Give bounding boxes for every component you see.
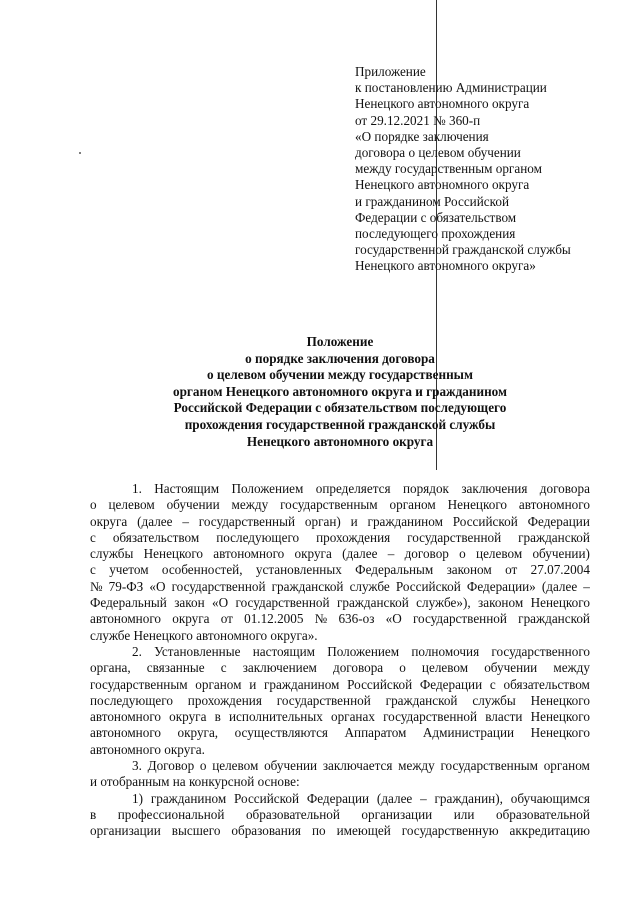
word: образования [231, 823, 301, 839]
word: Аппаратом [344, 725, 407, 741]
word: государственным [280, 497, 378, 513]
word: профессиональной [117, 806, 225, 822]
word: от [220, 611, 233, 627]
word: – [583, 578, 590, 594]
word: № [90, 578, 103, 594]
word: государственной [276, 692, 371, 708]
appendix-line: от 29.12.2021 № 360-п [355, 112, 481, 128]
body-line [90, 758, 590, 774]
word: гражданин), [434, 790, 503, 806]
word: Российской [234, 790, 300, 806]
body-line [90, 562, 590, 578]
word: договора [332, 660, 384, 676]
title-line: прохождения государственной гражданской службы [184, 416, 496, 432]
word: службе»), [416, 595, 471, 611]
word: 3. [132, 758, 142, 774]
title-line: Российской Федерации с обязательством последующего [173, 400, 507, 416]
word: законом [446, 562, 492, 578]
word: службы [472, 692, 516, 708]
word: органом [195, 676, 242, 692]
word: заключается [322, 758, 393, 774]
word: по [311, 823, 326, 839]
word: Администрации [422, 725, 515, 741]
word: Федерации» [466, 578, 536, 594]
title-line: Ненецкого автономного округа [246, 433, 434, 449]
word: порядок [402, 481, 449, 496]
word: гражданской [518, 529, 590, 545]
word: Ненецкого [447, 497, 507, 513]
word: службы [90, 546, 134, 562]
body-line [90, 709, 590, 725]
word: государственной [407, 529, 502, 545]
word: государственной [412, 611, 507, 627]
word: орган) [304, 513, 341, 529]
word: органом [543, 758, 590, 774]
word: настоящим [252, 643, 316, 659]
word: округа [169, 709, 207, 725]
word: государственного [491, 643, 590, 659]
word: Российской [452, 513, 518, 529]
word: гражданином [264, 676, 340, 692]
word: обязательством [112, 529, 200, 545]
word: Ненецкого [143, 546, 203, 562]
appendix-line: к постановлению Администрации [355, 80, 547, 96]
word: высшего [171, 823, 221, 839]
body-line [90, 791, 590, 807]
word: образовательной [495, 806, 590, 822]
appendix-line: между государственным органом [355, 161, 542, 177]
word: гражданином [367, 513, 443, 529]
word: целевом [212, 758, 259, 774]
word: целевом [421, 660, 469, 676]
word: организации [90, 823, 161, 839]
word: Российской [347, 676, 413, 692]
word: автономного [90, 709, 162, 725]
word: и [249, 676, 257, 692]
appendix-line: Федерации с обязательством [355, 209, 517, 225]
appendix-line: последующего прохождения [355, 226, 516, 242]
word: – [420, 790, 427, 806]
word: Установленные [154, 643, 241, 659]
word: особенностей, [161, 562, 243, 578]
title-line: о целевом обучении между государственным [207, 367, 473, 383]
word: – [387, 546, 395, 562]
word: о [90, 497, 97, 513]
word: власти [485, 709, 523, 725]
word: гражданской [336, 595, 409, 611]
word: договор [404, 546, 449, 562]
word: Федерации [306, 790, 370, 806]
word: Положением [231, 481, 304, 496]
word: органом [389, 497, 436, 513]
word: между [553, 660, 590, 676]
body-line [90, 546, 590, 562]
word: (далее [342, 546, 378, 562]
body-line [90, 823, 590, 839]
word: «О [212, 595, 229, 611]
word: 1. [132, 481, 142, 496]
word: о [199, 758, 207, 774]
word: с [90, 562, 96, 578]
word: Ненецкого [530, 709, 590, 725]
body-line [90, 481, 590, 497]
word: договора [539, 481, 590, 496]
word: связанные [146, 660, 205, 676]
word: гражданином [150, 790, 227, 806]
word: обучении) [532, 546, 590, 562]
appendix-line: Приложение [355, 64, 426, 79]
word: государственной [171, 578, 266, 594]
word: гражданской [385, 692, 458, 708]
word: исполнительных [229, 709, 323, 725]
word: Настоящим [154, 481, 220, 496]
body-line [90, 693, 590, 709]
word: Федеральным [355, 562, 434, 578]
word: с [90, 529, 96, 545]
title-line: о порядке заключения договора [245, 350, 435, 366]
word: между [231, 497, 269, 513]
word: в [214, 709, 221, 725]
document-body [90, 481, 590, 840]
word: 636-оз [338, 611, 375, 627]
word: с [220, 660, 227, 676]
word: последующего [90, 692, 173, 708]
word: обучении [264, 758, 318, 774]
appendix-line: Ненецкого автономного округа» [355, 258, 536, 274]
word: гражданской [271, 578, 344, 594]
body-line: и отобранным на конкурсной основе: [90, 774, 300, 790]
word: (далее [376, 790, 413, 806]
word: от [505, 562, 518, 578]
appendix-line: договора о целевом обучении [355, 145, 521, 161]
word: целевом [476, 546, 523, 562]
word: в [90, 806, 97, 822]
word: заключения [461, 481, 528, 496]
body-line [90, 644, 590, 660]
word: № [314, 611, 328, 627]
word: округа, [177, 725, 219, 741]
word: государственный [198, 513, 296, 529]
appendix-line: Ненецкого автономного округа [355, 96, 530, 112]
word: – [182, 513, 189, 529]
word: автономного [90, 611, 162, 627]
word: или [453, 806, 475, 822]
word: законом [478, 595, 524, 611]
word: Российской [395, 578, 461, 594]
word: автономного [90, 725, 162, 741]
word: «О [149, 578, 166, 594]
word: Положением [327, 643, 400, 659]
body-line: службе Ненецкого автономного округа». [90, 627, 318, 643]
word: 01.12.2005 [244, 611, 304, 627]
word: округа [294, 546, 332, 562]
word: 2. [132, 643, 142, 659]
word: установленных [255, 562, 342, 578]
word: имеющей [336, 823, 391, 839]
word: полномочия [411, 643, 480, 659]
word: государственной [383, 709, 478, 725]
body-line [90, 725, 590, 741]
scan-speck [79, 152, 81, 154]
word: целевом [108, 497, 155, 513]
word: обучении [166, 497, 220, 513]
body-line [90, 514, 590, 530]
word: определяется [315, 481, 391, 496]
body-line [90, 660, 590, 676]
word: Ненецкого [530, 725, 590, 741]
word: округа [90, 513, 128, 529]
word: 79-ФЗ [108, 578, 144, 594]
word: округа [172, 611, 210, 627]
word: Ненецкого [530, 595, 590, 611]
word: и [350, 513, 358, 529]
body-line [90, 677, 590, 693]
word: Ненецкого [530, 692, 590, 708]
word: «О [385, 611, 402, 627]
appendix-block [355, 64, 625, 275]
word: гражданской [518, 611, 590, 627]
word: обучении [484, 660, 538, 676]
body-line [90, 611, 590, 627]
word: Федеральный [90, 595, 167, 611]
word: обучающимся [510, 790, 590, 806]
word: органах [330, 709, 375, 725]
word: образовательной [245, 806, 340, 822]
title-line: Положение [306, 334, 374, 349]
title-line: органом Ненецкого автономного округа и гражданином [173, 383, 507, 399]
word: государственную [401, 823, 499, 839]
word: Договор [147, 758, 195, 774]
word: Федерации [527, 513, 590, 529]
word: с [489, 676, 496, 692]
word: заключением [242, 660, 317, 676]
word: 1) [132, 790, 143, 806]
word: государственным [440, 758, 538, 774]
word: (далее [137, 513, 173, 529]
body-line [90, 579, 590, 595]
appendix-line: Ненецкого автономного округа [355, 177, 530, 193]
word: закон [174, 595, 205, 611]
word: автономного [518, 497, 590, 513]
word: (далее [541, 578, 578, 594]
body-line [90, 530, 590, 546]
word: прохождения [316, 529, 391, 545]
word: о [459, 546, 466, 562]
word: осуществляются [234, 725, 328, 741]
appendix-line: государственной гражданской службы [355, 242, 571, 258]
word: автономного [213, 546, 285, 562]
appendix-line: и гражданином Российской [355, 193, 510, 209]
document-title [90, 334, 590, 450]
word: государственной [235, 595, 330, 611]
word: службе [349, 578, 390, 594]
word: аккредитацию [509, 823, 590, 839]
body-line [90, 807, 590, 823]
word: о [399, 660, 406, 676]
body-line [90, 497, 590, 513]
word: организации [361, 806, 433, 822]
word: между [398, 758, 435, 774]
word: органа, [90, 660, 131, 676]
body-line [90, 595, 590, 611]
word: учетом [109, 562, 149, 578]
word: Федерации [419, 676, 483, 692]
word: последующего [216, 529, 300, 545]
body-line: автономного округа. [90, 741, 205, 757]
appendix-line: «О порядке заключения [355, 128, 489, 144]
word: обязательством [503, 676, 590, 692]
word: 27.07.2004 [530, 562, 590, 578]
word: государственным [90, 676, 188, 692]
word: прохождения [187, 692, 262, 708]
